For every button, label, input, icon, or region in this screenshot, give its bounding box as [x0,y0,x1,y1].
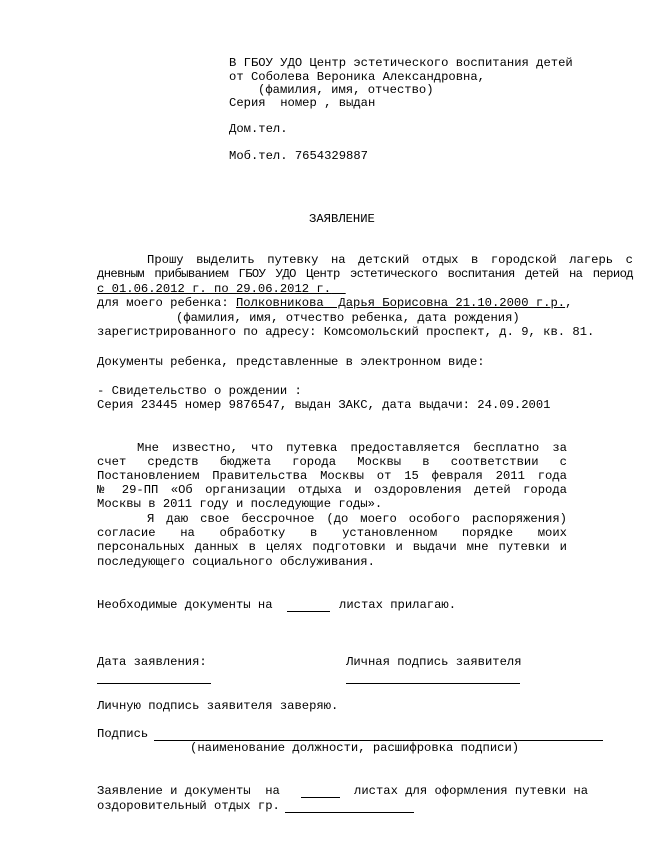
info-line-5: Москвы в 2011 году и последующие годы». [97,497,383,511]
sign-label: Личная подпись заявителя [346,655,522,669]
attach-blank[interactable] [287,611,330,612]
child-prefix: для моего ребенка: [97,296,229,310]
home-phone: Дом.тел. [229,122,288,136]
document-title: ЗАЯВЛЕНИЕ [309,212,375,226]
info-line-1: Мне известно, что путевка предоставляется бесплатно за [137,441,567,455]
passport-line: Серия номер , выдан [229,96,376,110]
mobile-phone: Моб.тел. 7654329887 [229,149,368,163]
footer-prefix: Заявление и документы на [97,784,280,798]
child-value: Полковникова Дарья Борисовна 21.10.2000 г.р. [235,296,566,310]
address-line: зарегистрированного по адресу: Комсомольский проспект, д. 9, кв. 81. [97,325,595,339]
footer-suffix: листах для оформления путевки на [354,784,589,798]
date-label: Дата заявления: [97,655,207,669]
attach-prefix: Необходимые документы на [97,598,273,612]
document-details: Серия 23445 номер 9876547, выдан ЗАКС, дата выдачи: 24.09.2001 [97,398,551,412]
period-value: с 01.06.2012 г. по 29.06.2012 г. [97,282,332,296]
certify-line: Личную подпись заявителя заверяю. [97,699,339,713]
child-hint: (фамилия, имя, отчество ребенка, дата рождения) [176,311,520,325]
request-line-2: дневным прибыванием ГБОУ УДО Центр эстетического воспитания детей на период [97,267,633,281]
attach-suffix: листах прилагаю. [339,598,457,612]
date-blank[interactable] [97,683,211,684]
applicant-line: от Соболева Вероника Александровна, [229,70,485,84]
document-item: - Свидетельство о рождении : [97,384,302,398]
sign-word: Подпись [97,727,149,741]
sign-blank[interactable] [346,683,520,684]
request-line-1: Прошу выделить путевку на детский отдых в городской лагерь с [147,253,633,267]
info-line-6: Я даю свое бессрочное (до моего особого распоряжения) [147,512,567,526]
request-period [97,283,346,295]
info-line-9: последующего социального обслуживания. [97,555,375,569]
sign-hint: (наименование должности, расшифровка подписи) [190,741,520,755]
documents-heading: Документы ребенка, представленные в электронном виде: [97,355,485,369]
info-line-8: персональных данных в целях подготовки и выдачи мне путевки и [97,540,567,554]
applicant-hint: (фамилия, имя, отчество) [258,83,434,97]
footer-group-blank[interactable] [285,812,414,813]
recipient-line: В ГБОУ УДО Центр эстетического воспитания детей [229,56,573,70]
info-line-4: № 29-ПП «Об организации отдыха и оздоровления детей города [97,483,567,497]
info-line-3: Постановлением Правительства Москвы от 15 февраля 2011 года [97,469,567,483]
footer-sheets-blank[interactable] [301,797,340,798]
child-suffix: , [565,296,573,310]
info-line-7: согласие на обработку в установленном порядке моих [97,526,567,540]
info-line-2: счет средств бюджета города Москвы в соответствии с [97,455,567,469]
footer-line-2: оздоровительный отдых гр. [97,799,280,813]
child-line [97,297,572,309]
